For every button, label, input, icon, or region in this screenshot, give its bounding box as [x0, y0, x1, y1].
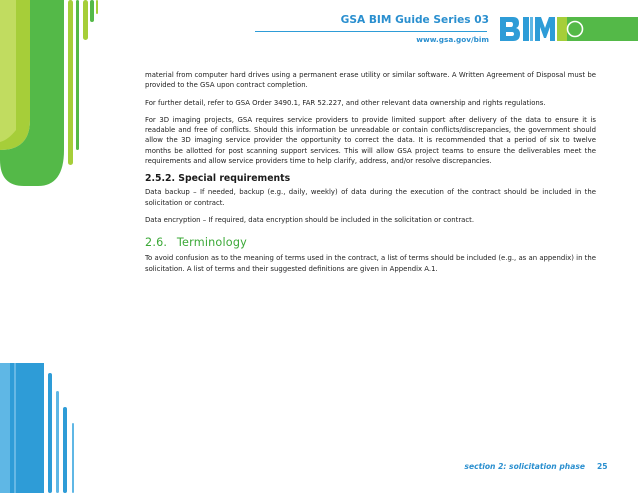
- section-number: 2.5.2.: [145, 173, 176, 185]
- section-heading-2-6: [145, 236, 596, 250]
- page-number: 25: [597, 462, 608, 471]
- document-body: [145, 70, 596, 274]
- paragraph-3d-imaging-support: For 3D imaging projects, GSA requires service providers to provide limited support after delivery of the data to ensure it is readable and free of conflicts. Should this information be unreadable or contain conflicts/discrepancies, the government should allow the 3D imaging service provider the opportunity to correct the data. It is recommended that a period of six to twelve months be allotted for post scanning support services. This will allow GSA project teams to ensure the deliverables meet the requirements and allow service providers time to help clarify, address, and/or resolve discrepancies.: [145, 115, 596, 166]
- section-title: Terminology: [176, 236, 247, 250]
- paragraph-regulations: For further detail, refer to GSA Order 3490.1, FAR 52.227, and other relevant data ownership and rights regulations.: [145, 98, 546, 107]
- section-heading-2-5-2: [145, 173, 596, 185]
- paragraph-disposal: material from computer hard drives using a permanent erase utility or similar software. A Written Agreement of Disposal must be provided to the GSA upon contract completion.: [145, 71, 596, 90]
- decorative-stripes-bottom: [0, 363, 100, 493]
- logo-text: BIM: [498, 44, 500, 45]
- series-url: www.gsa.gov/bim: [416, 35, 489, 44]
- paragraph-terminology: To avoid confusion as to the meaning of terms used in the contract, a list of terms should be included (e.g., as an appendix) in the solicitation. A list of terms and their suggested definitions are given in Appendix A.1.: [145, 254, 596, 273]
- series-title: GSA BIM Guide Series 03: [340, 14, 489, 26]
- section-title: Special requirements: [178, 173, 291, 185]
- header-divider: [255, 31, 487, 32]
- paragraph-data-encryption: Data encryption – If required, data encryption should be included in the solicitation or contract.: [145, 215, 475, 224]
- gsa-bim-logo: [497, 14, 638, 45]
- paragraph-data-backup: Data backup – If needed, backup (e.g., daily, weekly) of data during the execution of the contract should be included in the solicitation or contract.: [145, 188, 596, 207]
- footer-section-label: section 2: solicitation phase: [464, 462, 585, 471]
- section-number: 2.6.: [145, 236, 168, 250]
- decorative-stripes-top: [0, 0, 100, 186]
